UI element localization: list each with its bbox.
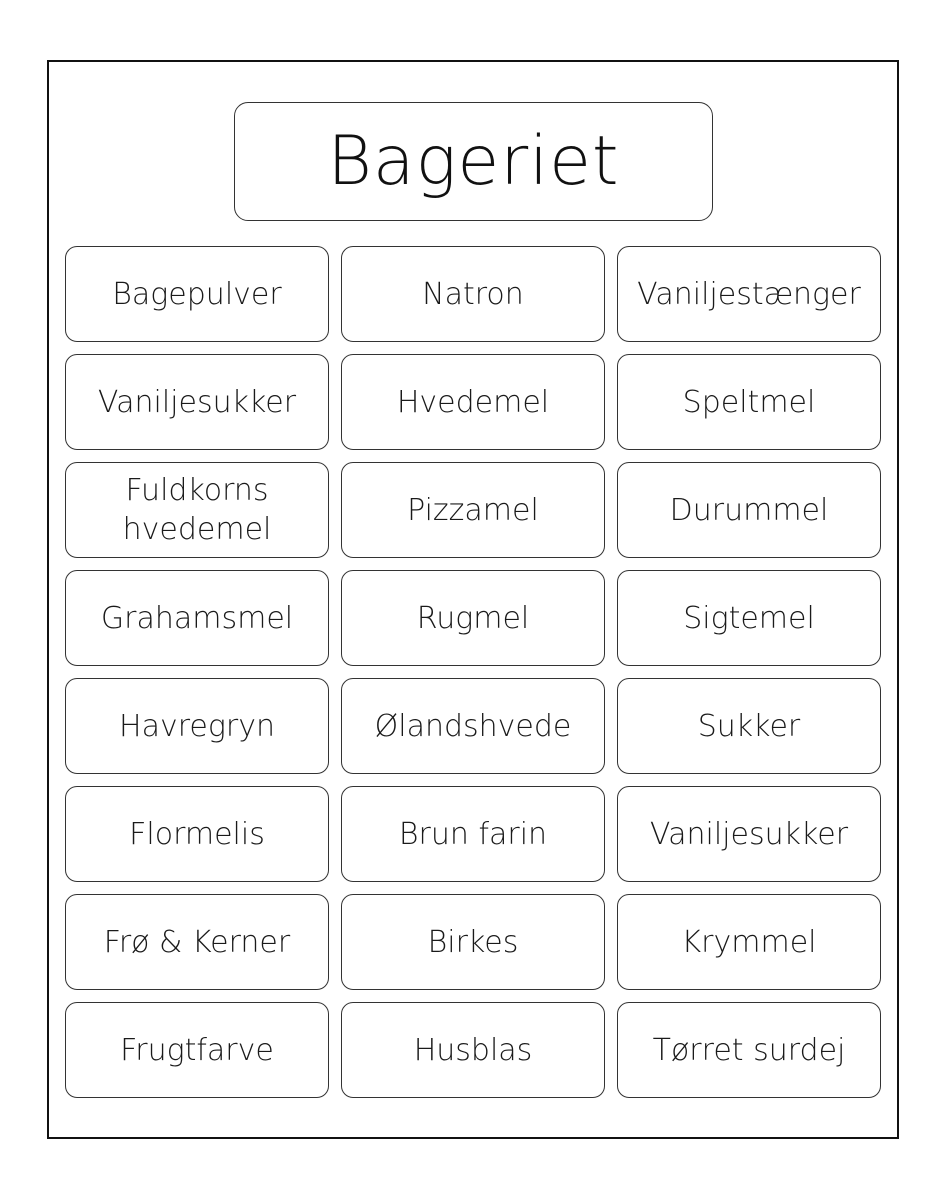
label-text: Sukker [697, 708, 801, 744]
label-card [341, 894, 605, 990]
label-text: Frø & Kerner [103, 924, 291, 960]
label-text: Speltmel [682, 384, 816, 420]
label-text: Krymmel [681, 924, 817, 960]
label-card [65, 894, 329, 990]
label-text: Rugmel [416, 600, 530, 636]
label-card [341, 678, 605, 774]
label-text: Fuldkorns hvedemel [122, 473, 272, 547]
label-text: Vaniljesukker [97, 384, 297, 420]
label-card [65, 570, 329, 666]
label-card [617, 246, 881, 342]
label-text: Birkes [427, 924, 519, 960]
label-card [341, 570, 605, 666]
label-card [65, 786, 329, 882]
label-text: Brun farin [398, 816, 548, 852]
label-text: Vaniljesukker [649, 816, 849, 852]
label-card [65, 246, 329, 342]
label-card [65, 354, 329, 450]
label-card [617, 1002, 881, 1098]
label-card [65, 462, 329, 558]
label-text: Grahamsmel [100, 600, 294, 636]
label-card [617, 462, 881, 558]
label-card [341, 354, 605, 450]
label-card [617, 894, 881, 990]
label-card [341, 786, 605, 882]
label-grid [65, 246, 882, 1098]
label-card [617, 786, 881, 882]
label-card [341, 246, 605, 342]
label-card [65, 1002, 329, 1098]
label-text: Ølandshvede [374, 708, 572, 744]
label-card [617, 678, 881, 774]
label-text: Husblas [413, 1032, 533, 1068]
label-text: Natron [422, 276, 524, 312]
label-card [65, 678, 329, 774]
page-title: Bageriet [327, 122, 620, 201]
label-text: Frugtfarve [120, 1032, 274, 1068]
label-card [617, 354, 881, 450]
label-text: Vaniljestænger [637, 276, 861, 312]
label-card [617, 570, 881, 666]
label-text: Tørret surdej [652, 1032, 846, 1068]
label-card [341, 1002, 605, 1098]
title-label [234, 102, 713, 221]
label-text: Havregryn [119, 708, 275, 744]
label-text: Flormelis [129, 816, 265, 852]
label-card [341, 462, 605, 558]
label-text: Hvedemel [396, 384, 550, 420]
label-text: Sigtemel [683, 600, 815, 636]
label-text: Bagepulver [112, 276, 282, 312]
label-text: Durummel [669, 492, 829, 528]
label-text: Pizzamel [407, 492, 539, 528]
